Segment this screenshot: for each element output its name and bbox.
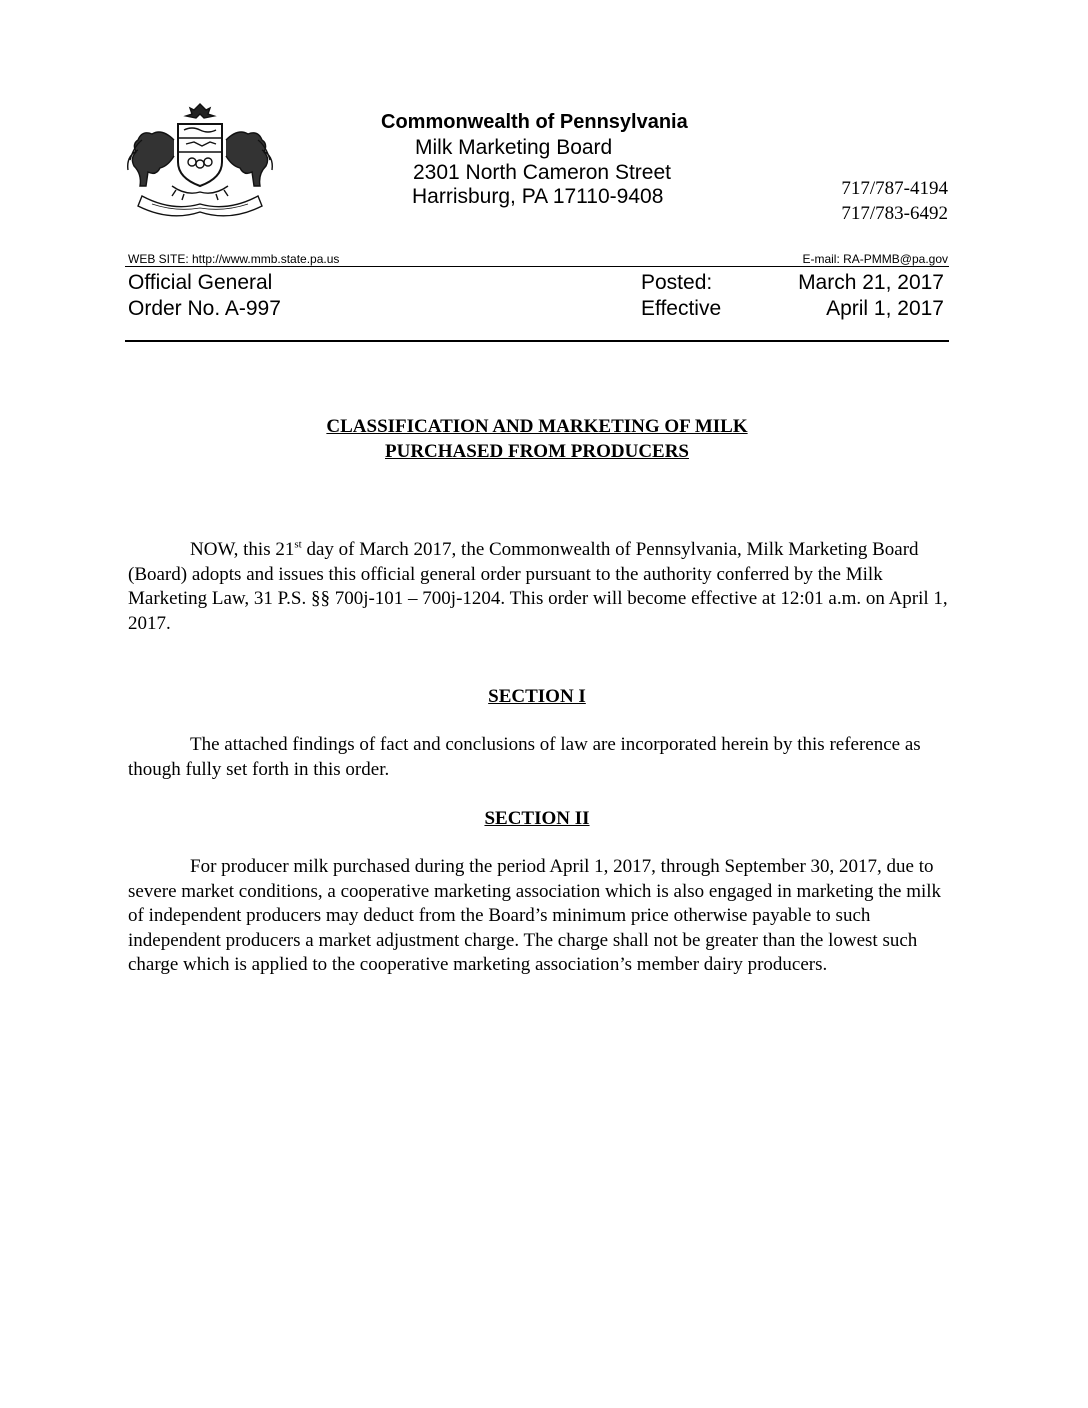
pennsylvania-coat-of-arms-seal [112, 100, 288, 218]
document-title-line2: PURCHASED FROM PRODUCERS [385, 441, 689, 462]
posted-date: March 21, 2017 [798, 271, 944, 294]
shield [178, 124, 222, 186]
header-website: WEB SITE: http://www.mmb.state.pa.us [128, 252, 340, 266]
right-horse [226, 132, 268, 186]
header-board-name: Milk Marketing Board [415, 136, 613, 159]
section-1-heading: SECTION I [488, 686, 586, 707]
effective-date: April 1, 2017 [826, 297, 944, 320]
section-2-text: For producer milk purchased during the period April 1, 2017, through September 30, 2017, due to severe market conditions, a cooperative marketing association which is also engaged in marketing the milk of independent producers may deduct from the Board’s minimum price otherwise payable to such independent producers a market adjustment charge. The charge shall not be greater than the lowest such charge which is applied to the cooperative marketing association’s member dairy producers. [128, 856, 942, 976]
motto-ribbon [138, 196, 262, 216]
left-horse [132, 132, 174, 186]
header-email: E-mail: RA-PMMB@pa.gov [802, 252, 948, 266]
effective-label: Effective [641, 297, 722, 320]
header-phone-1: 717/787-4194 [841, 178, 948, 199]
section-2-heading: SECTION II [484, 808, 590, 829]
posted-label: Posted: [641, 271, 713, 294]
header-phone-2: 717/783-6492 [841, 203, 948, 224]
eagle-crest [186, 104, 214, 118]
order-label-line2: Order No. A-997 [128, 297, 281, 320]
header-street-address: 2301 North Cameron Street [413, 161, 671, 184]
header-title: Commonwealth of Pennsylvania [381, 111, 688, 133]
order-divider [125, 340, 949, 342]
header-divider [125, 266, 949, 267]
intro-paragraph [128, 538, 948, 636]
section-1-text: The attached findings of fact and conclusions of law are incorporated herein by this reference as though fully set forth in this order. [128, 734, 921, 780]
intro-ordinal-suffix: st [294, 538, 302, 551]
document-title-line1: CLASSIFICATION AND MARKETING OF MILK [326, 416, 748, 437]
intro-text-start: NOW, this 21 [190, 539, 295, 560]
order-label-line1: Official General [128, 271, 273, 294]
header-city-address: Harrisburg, PA 17110-9408 [412, 185, 664, 208]
intro-text-rest: day of March 2017, the Commonwealth of Pennsylvania, Milk Marketing Board (Board) adopts and issues this official general order pursuant to the authority conferred by the Milk Marketing Law, 31 P.S. §§ 700j-101 – 700j-1204. This order will become effective at 12:01 a.m. on April 1, 2017. [128, 539, 948, 634]
